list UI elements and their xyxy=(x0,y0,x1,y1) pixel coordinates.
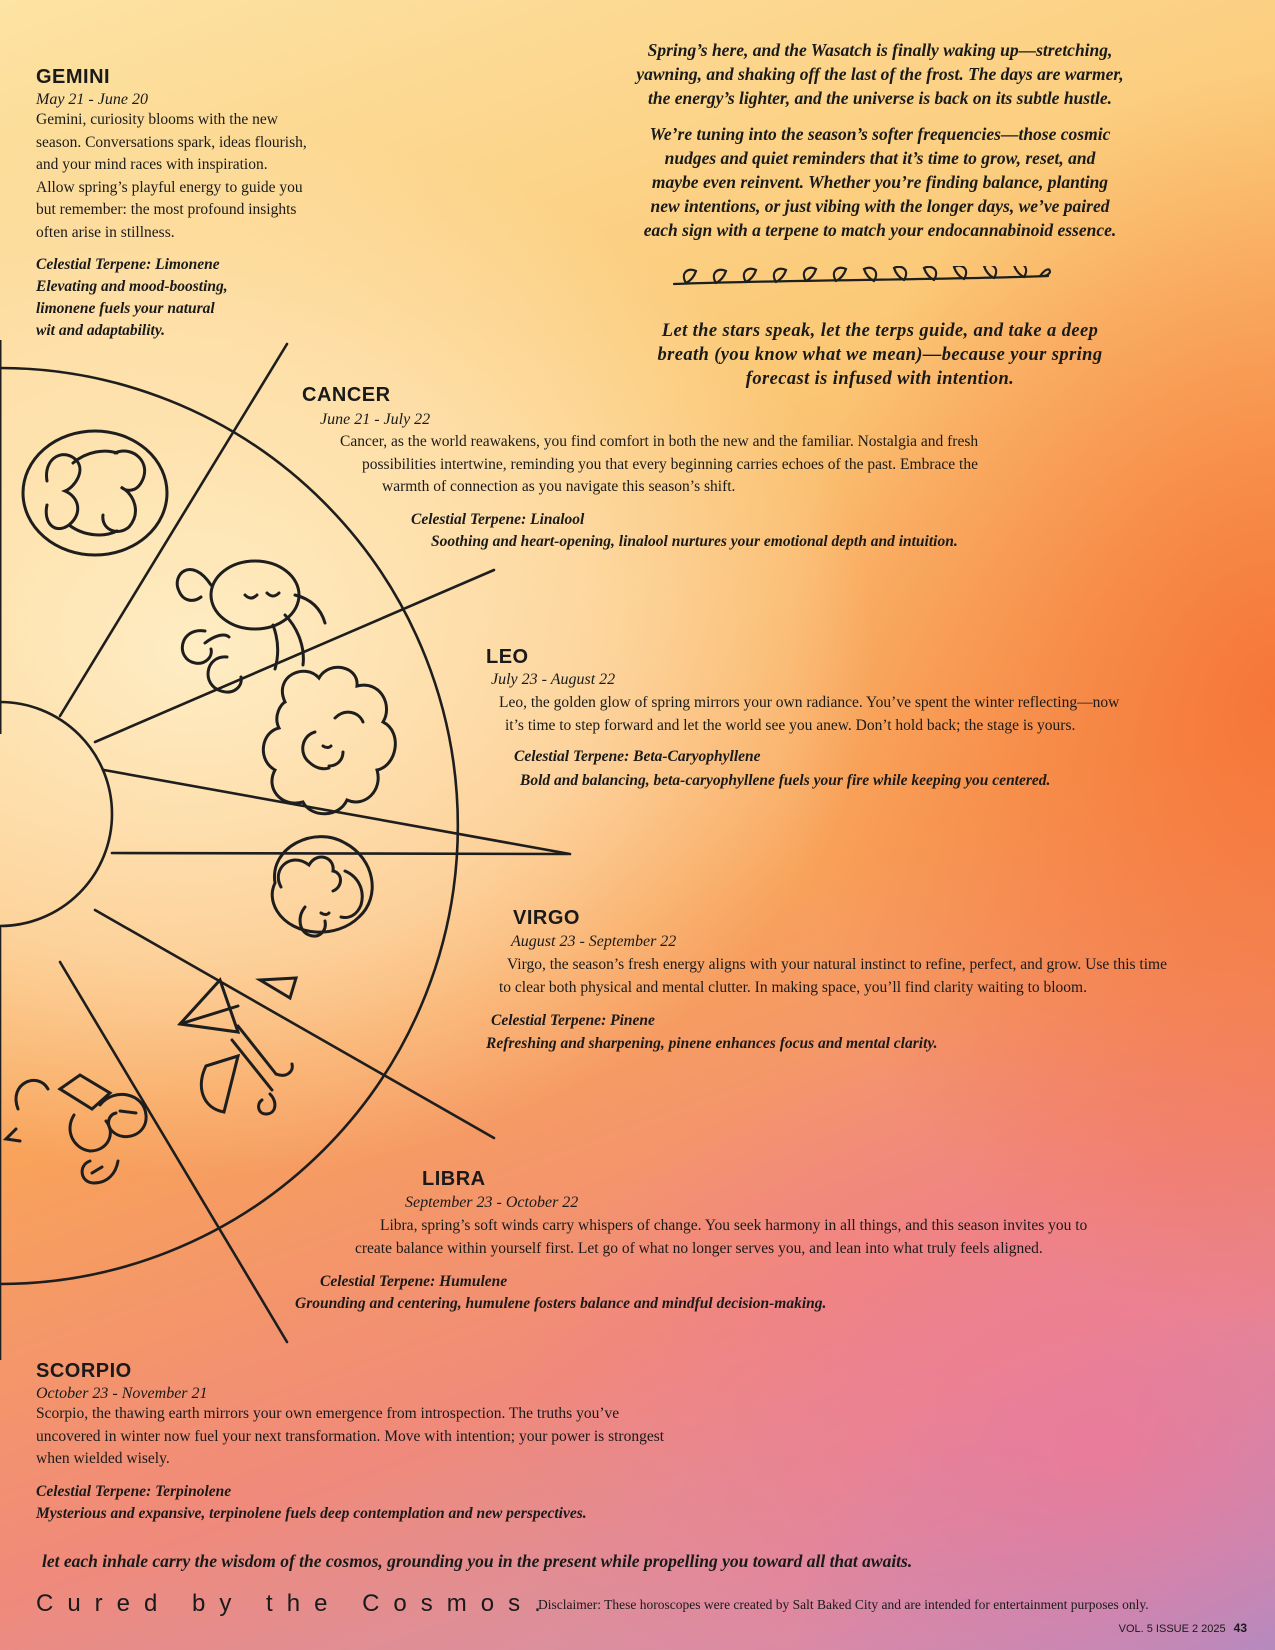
intro-paragraph-1 xyxy=(520,38,1240,110)
forecast-line: uncovered in winter now fuel your next transformation. Move with intention; your power is strongest xyxy=(36,1427,665,1445)
sign-dates: October 23 - November 21 xyxy=(36,1385,208,1402)
virgo-forecast xyxy=(499,954,1167,999)
forecast-line: possibilities intertwine, reminding you that every beginning carries echoes of the past. Embrace the xyxy=(362,455,978,473)
scorpio-section xyxy=(36,1360,776,1525)
terpene-line: wit and adaptability. xyxy=(36,322,166,339)
intro-line: We’re tuning into the season’s softer frequencies—those cosmic xyxy=(649,124,1111,144)
virgo-terpene-title: Celestial Terpene: Pinene xyxy=(491,1012,655,1029)
intro-line: maybe even reinvent. Whether you’re finding balance, planting xyxy=(651,172,1109,192)
forecast-line: but remember: the most profound insights xyxy=(36,201,297,218)
intro-line: breath (you know what we mean)—because your spring xyxy=(657,345,1103,365)
disclaimer: Disclaimer: These horoscopes were created by Salt Baked City and are intended for entertainment purposes only. xyxy=(538,1597,1149,1612)
intro-paragraph-2 xyxy=(520,122,1240,242)
terpene-title: Celestial Terpene: Terpinolene xyxy=(36,1482,232,1500)
forecast-line: Allow spring’s playful energy to guide you xyxy=(36,178,303,196)
terpene-description xyxy=(36,276,356,342)
libra-dates: September 23 - October 22 xyxy=(405,1194,579,1211)
intro-line: yawning, and shaking off the last of the frost. The days are warmer, xyxy=(636,64,1124,84)
cancer-title: CANCER xyxy=(302,384,391,406)
forecast-line: often arise in stillness. xyxy=(36,223,175,241)
forecast-line: Gemini, curiosity blooms with the new xyxy=(36,111,278,128)
leo-title: LEO xyxy=(486,646,529,668)
forecast-line: season. Conversations spark, ideas flourish, xyxy=(36,133,307,151)
page-folio xyxy=(1119,1621,1247,1635)
intro-line: Let the stars speak, let the terps guide, and take a deep xyxy=(661,321,1099,341)
page-number: 43 xyxy=(1233,1621,1247,1635)
intro-line: nudges and quiet reminders that it’s time to grow, reset, and xyxy=(664,148,1096,168)
intro-paragraph-3 xyxy=(560,319,1200,391)
gemini-glyph xyxy=(23,431,167,555)
virgo-dates: August 23 - September 22 xyxy=(511,933,677,950)
wheel-spoke xyxy=(95,910,494,1138)
leo-forecast xyxy=(499,692,1119,737)
leo-lion xyxy=(263,667,395,813)
scorpio-scorpion xyxy=(6,1075,146,1183)
issue-label: VOL. 5 ISSUE 2 2025 xyxy=(1118,1623,1226,1635)
terpene-line: Elevating and mood-boosting, xyxy=(36,278,228,295)
forecast-line: Cancer, as the world reawakens, you find comfort in both the new and the familiar. Nostalgia and fresh xyxy=(340,433,979,450)
forecast-line: Leo, the golden glow of spring mirrors your own radiance. You’ve spent the winter reflecting—now xyxy=(499,694,1120,711)
closing-line: let each inhale carry the wisdom of the cosmos, grounding you in the present while propelling you toward all that awaits. xyxy=(42,1551,913,1571)
intro-line: each sign with a terpene to match your endocannabinoid essence. xyxy=(643,220,1117,240)
terpene-title: Celestial Terpene: Limonene xyxy=(36,256,220,273)
libra-title: LIBRA xyxy=(422,1168,486,1190)
virgo-title: VIRGO xyxy=(513,907,580,929)
cancer-terpene-title: Celestial Terpene: Linalool xyxy=(411,511,585,528)
terpene-line: limonene fuels your natural xyxy=(36,300,215,317)
cancer-terpene-description: Soothing and heart-opening, linalool nurtures your emotional depth and intuition. xyxy=(431,533,958,550)
wheel-hub-arc xyxy=(0,702,112,926)
wheel-spoke xyxy=(60,344,287,716)
forecast-line: when wielded wisely. xyxy=(36,1450,170,1467)
libra-terpene-title: Celestial Terpene: Humulene xyxy=(320,1273,508,1290)
libra-terpene-description: Grounding and centering, humulene fosters balance and mindful decision-making. xyxy=(295,1295,827,1312)
forecast-line: Scorpio, the thawing earth mirrors your own emergence from introspection. The truths you’ve xyxy=(36,1405,620,1422)
forecast-line: Virgo, the season’s fresh energy aligns with your natural instinct to refine, perfect, and grow. Use this time xyxy=(507,956,1167,973)
virgo-maiden xyxy=(272,837,372,936)
cancer-dates: June 21 - July 22 xyxy=(320,411,431,428)
leo-terpene-description: Bold and balancing, beta-caryophyllene fuels your fire while keeping you centered. xyxy=(520,772,1051,789)
forecast-line: create balance within yourself first. Let go of what no longer serves you, and lean into what truly feels aligned. xyxy=(355,1239,1043,1257)
intro-line: Spring’s here, and the Wasatch is finally waking up—stretching, xyxy=(647,40,1113,60)
forecast-line: it’s time to step forward and let the world see you anew. Don’t hold back; the stage is yours. xyxy=(505,716,1076,734)
intro-line: the energy’s lighter, and the universe is back on its subtle hustle. xyxy=(648,88,1112,108)
sign-forecast xyxy=(36,109,356,244)
wheel-outer-arc xyxy=(0,368,458,1284)
libra-scales xyxy=(180,978,296,1114)
sign-forecast xyxy=(36,1403,776,1471)
gemini-section xyxy=(36,66,356,342)
intro-line: new intentions, or just vibing with the longer days, we’ve paired xyxy=(650,196,1110,216)
vine-divider-icon xyxy=(668,266,1053,296)
cancer-forecast xyxy=(340,431,978,499)
intro-line: forecast is infused with intention. xyxy=(745,369,1015,389)
brand-tagline: Cured by the Cosmos. xyxy=(36,1590,555,1617)
forecast-line: and your mind races with inspiration. xyxy=(36,156,268,173)
sign-title: GEMINI xyxy=(36,66,111,88)
sign-dates: May 21 - June 20 xyxy=(36,91,148,108)
libra-forecast xyxy=(355,1215,1087,1260)
terpene-description: Mysterious and expansive, terpinolene fuels deep contemplation and new perspectives. xyxy=(36,1504,587,1522)
forecast-line: to clear both physical and mental clutter. In making space, you’ll find clarity waiting to bloom. xyxy=(499,978,1087,996)
leo-dates: July 23 - August 22 xyxy=(491,671,616,688)
leo-terpene-title: Celestial Terpene: Beta-Caryophyllene xyxy=(514,748,761,765)
forecast-line: Libra, spring’s soft winds carry whispers of change. You seek harmony in all things, and this season invites you to xyxy=(380,1217,1088,1234)
forecast-line: warmth of connection as you navigate this season’s shift. xyxy=(382,478,736,495)
virgo-terpene-description: Refreshing and sharpening, pinene enhances focus and mental clarity. xyxy=(486,1035,938,1052)
sign-title: SCORPIO xyxy=(36,1360,132,1382)
